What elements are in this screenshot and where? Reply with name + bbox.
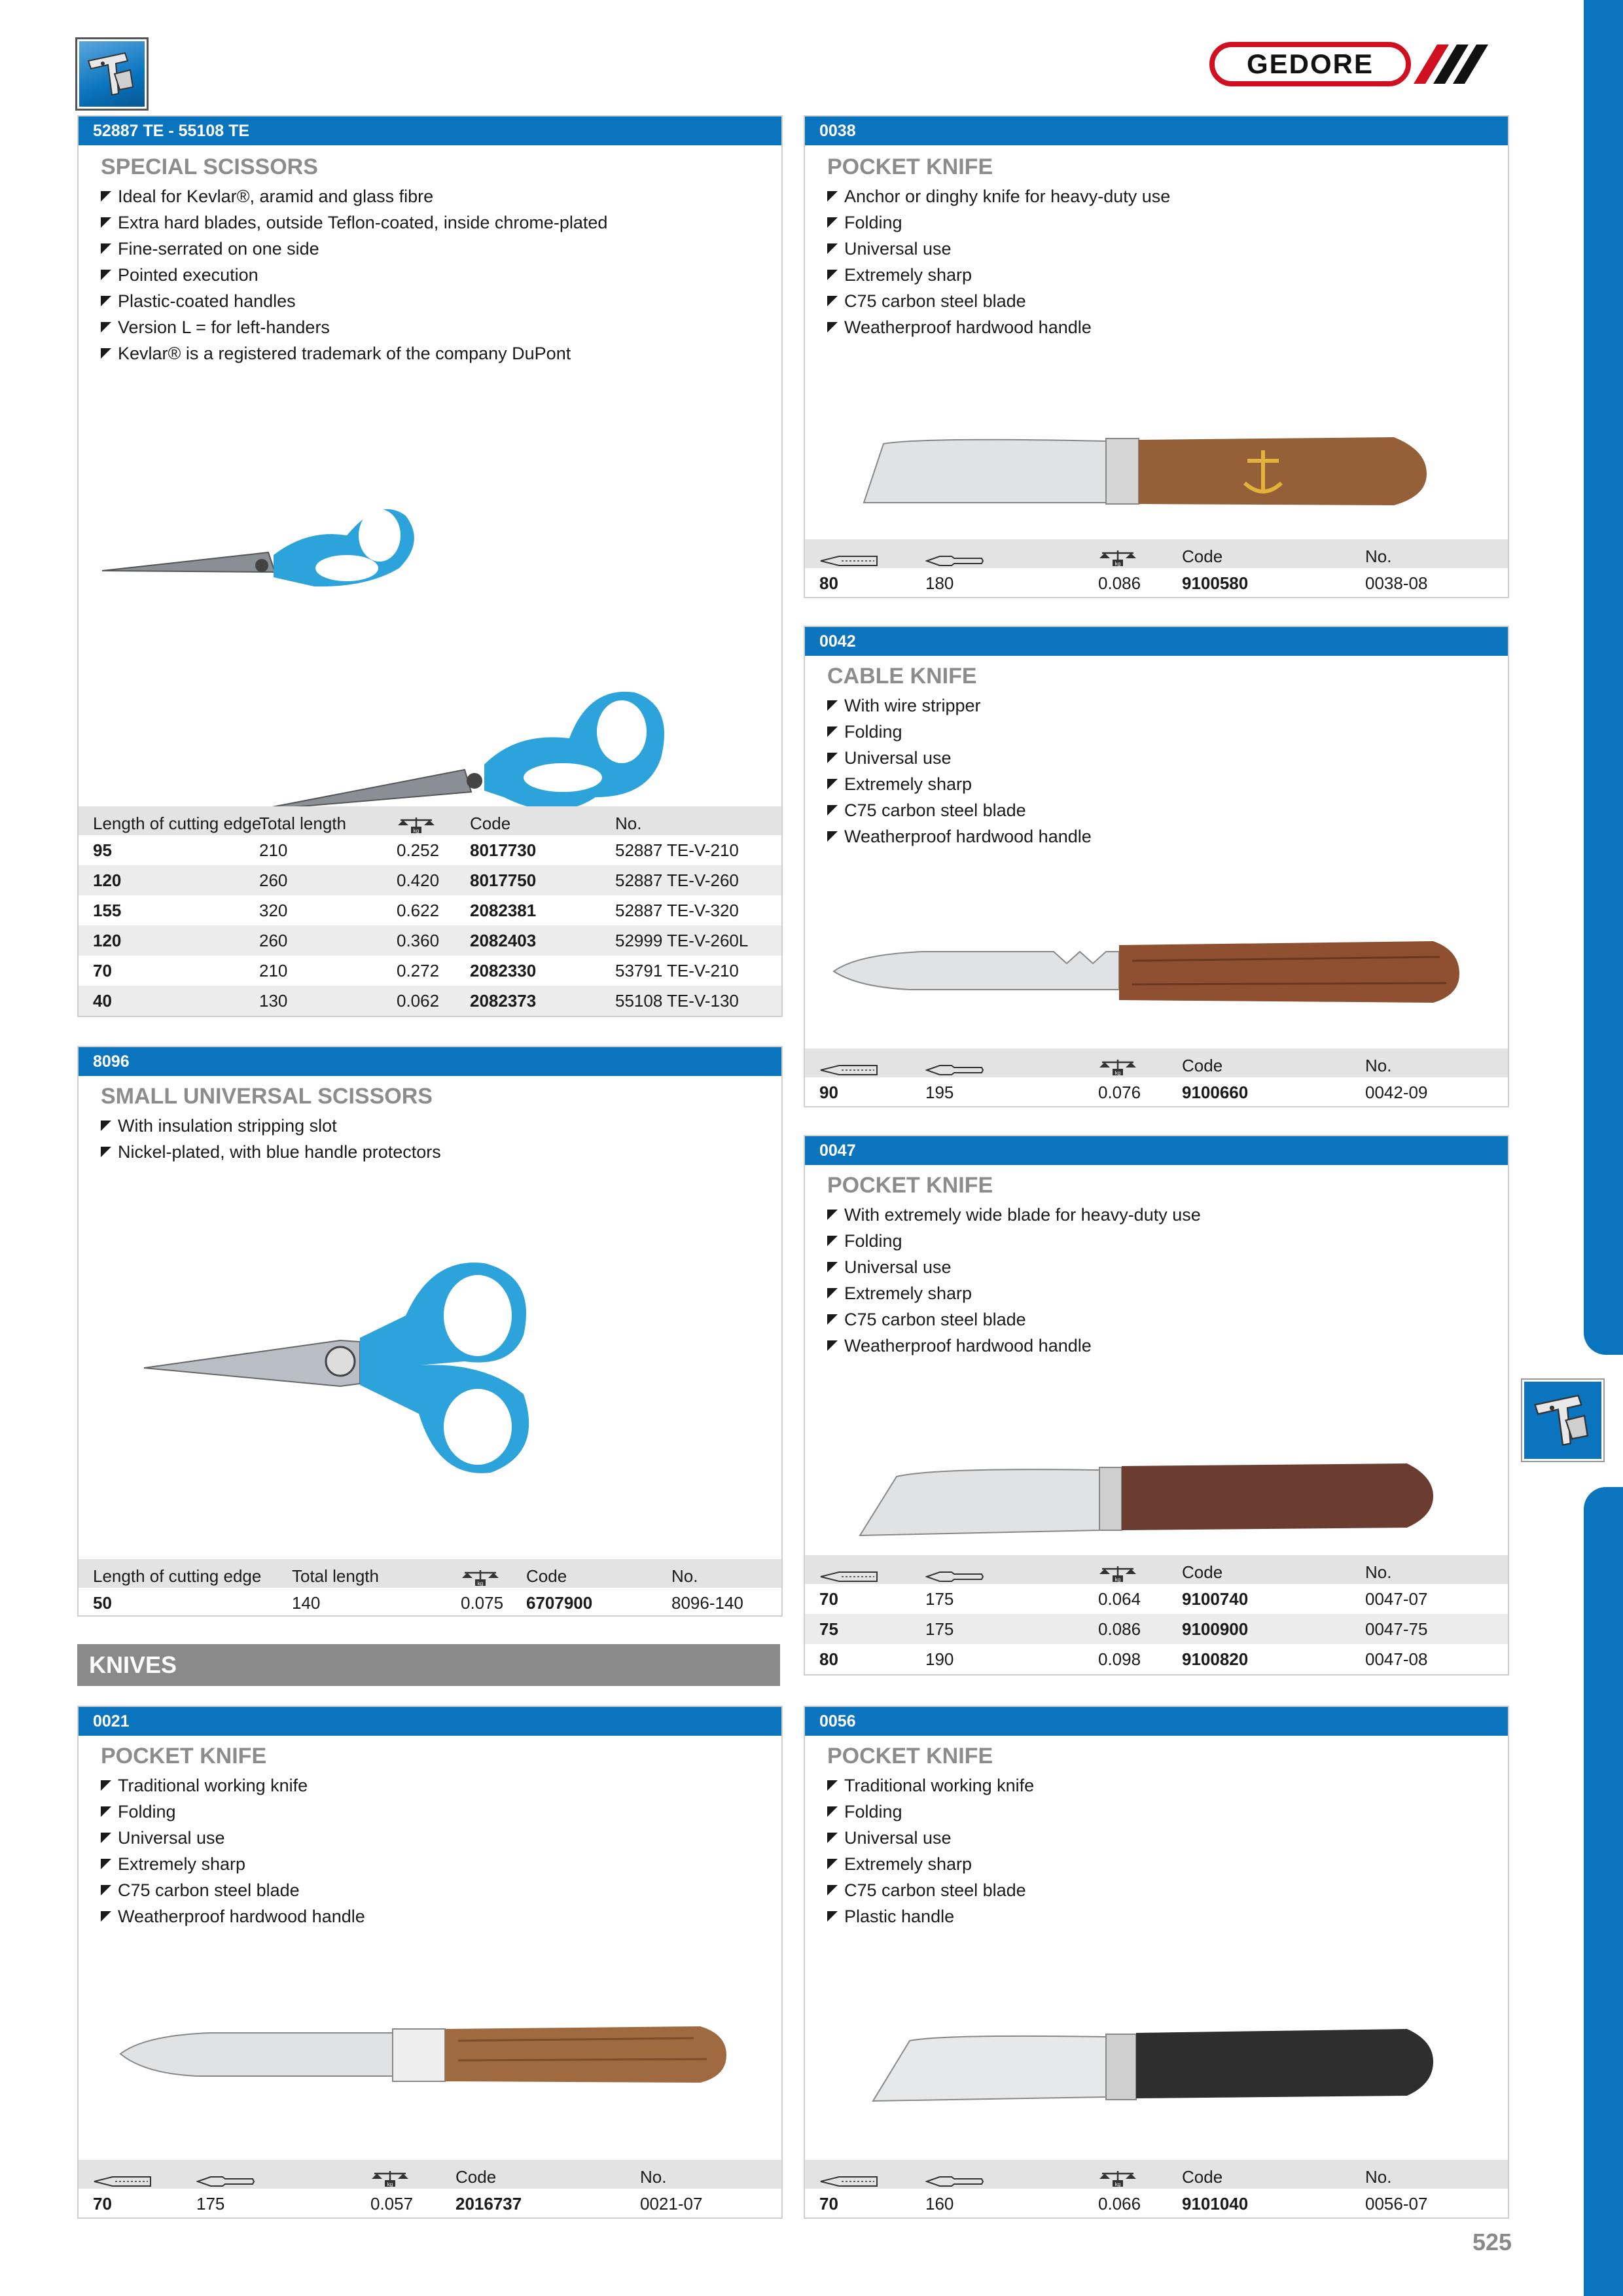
triangle-bullet-icon: Folding	[827, 1228, 1201, 1254]
spec-table	[79, 2160, 781, 2219]
cell: 95	[93, 840, 112, 860]
product-title: POCKET KNIFE	[101, 1744, 267, 1768]
feature-list	[827, 692, 1092, 850]
triangle-bullet-icon: Version L = for left-handers	[101, 314, 607, 340]
spec-table	[79, 806, 781, 1016]
cell: 40	[93, 991, 112, 1011]
triangle-bullet-icon: Pointed execution	[101, 262, 607, 288]
knife-image	[118, 1995, 746, 2113]
triangle-bullet-icon: Folding	[101, 1799, 365, 1825]
spec-table	[805, 539, 1508, 598]
product-number: 52887 TE - 55108 TE	[79, 117, 781, 145]
cell: 0.086	[1098, 573, 1141, 593]
triangle-bullet-icon: Universal use	[827, 1254, 1201, 1280]
cell: 6707900	[526, 1593, 593, 1613]
table-row	[79, 956, 781, 986]
cell: 155	[93, 901, 122, 920]
cell: 260	[259, 931, 288, 950]
cell: 0.420	[397, 870, 440, 890]
triangle-bullet-icon: C75 carbon steel blade	[827, 1306, 1201, 1333]
page-number: 525	[1472, 2229, 1512, 2255]
triangle-bullet-icon: C75 carbon steel blade	[827, 1877, 1034, 1903]
cell: 0.252	[397, 840, 440, 860]
triangle-bullet-icon: Extremely sharp	[827, 1280, 1201, 1306]
table-row	[79, 925, 781, 956]
knife-image	[857, 1418, 1446, 1549]
feature-list	[101, 183, 607, 367]
triangle-bullet-icon: Plastic handle	[827, 1903, 1034, 1929]
chapter-tab[interactable]	[1522, 1380, 1603, 1461]
cell: 50	[93, 1593, 112, 1613]
product-title: POCKET KNIFE	[827, 154, 993, 179]
cell: 90	[819, 1083, 838, 1102]
product-title: POCKET KNIFE	[827, 1744, 993, 1768]
cell: 0.360	[397, 931, 440, 950]
table-row	[805, 1614, 1508, 1644]
cell: 210	[259, 961, 288, 980]
cell: 0.086	[1098, 1619, 1141, 1639]
triangle-bullet-icon: With insulation stripping slot	[101, 1113, 441, 1139]
cell: 130	[259, 991, 288, 1011]
product-number: 0056	[805, 1707, 1508, 1736]
triangle-bullet-icon: Fine-serrated on one side	[101, 236, 607, 262]
column-header: Code	[526, 1566, 567, 1586]
caliper-icon	[1524, 1382, 1601, 1459]
triangle-bullet-icon: C75 carbon steel blade	[827, 797, 1092, 823]
cell: 9100740	[1182, 1589, 1249, 1609]
triangle-bullet-icon: Extremely sharp	[101, 1851, 365, 1877]
cell: 52887 TE-V-320	[615, 901, 739, 920]
cell: 0047-75	[1365, 1619, 1428, 1639]
product-number: 0047	[805, 1136, 1508, 1165]
column-header: Code	[1182, 547, 1223, 566]
column-header: Total length	[292, 1566, 379, 1586]
right-edge-bar	[1584, 0, 1623, 1355]
triangle-bullet-icon: C75 carbon steel blade	[101, 1877, 365, 1903]
cell: 70	[93, 2194, 112, 2214]
table-row	[805, 1644, 1508, 1674]
brand-name: GEDORE	[1246, 48, 1374, 79]
table-header-row	[79, 806, 781, 835]
triangle-bullet-icon: Traditional working knife	[827, 1772, 1034, 1799]
chapter-logo	[77, 39, 147, 109]
triangle-bullet-icon: Universal use	[827, 236, 1170, 262]
triangle-bullet-icon: C75 carbon steel blade	[827, 288, 1170, 314]
cell: 195	[925, 1083, 954, 1102]
triangle-bullet-icon: Nickel-plated, with blue handle protectors	[101, 1139, 441, 1165]
table-header-row	[805, 1555, 1508, 1584]
cell: 260	[259, 870, 288, 890]
triangle-bullet-icon: Anchor or dinghy knife for heavy-duty use	[827, 183, 1170, 209]
table-row	[79, 2189, 781, 2219]
knife-image	[857, 411, 1446, 529]
product-title: CABLE KNIFE	[827, 664, 977, 689]
triangle-bullet-icon: Kevlar® is a registered trademark of the company DuPont	[101, 340, 607, 367]
cell: 75	[819, 1619, 838, 1639]
triangle-bullet-icon: Traditional working knife	[101, 1772, 365, 1799]
column-header: No.	[1365, 547, 1392, 566]
column-header: Length of cutting edge	[93, 814, 262, 833]
table-header-row	[805, 1049, 1508, 1077]
column-header: Code	[455, 2167, 497, 2187]
cell: 70	[819, 2194, 838, 2214]
cell: 0.076	[1098, 1083, 1141, 1102]
caliper-icon	[79, 41, 145, 107]
triangle-bullet-icon: Folding	[827, 1799, 1034, 1825]
knife-image	[870, 1988, 1446, 2119]
feature-list	[827, 1772, 1034, 1929]
product-title: SMALL UNIVERSAL SCISSORS	[101, 1084, 433, 1109]
product-knife-0038	[804, 115, 1509, 598]
triangle-bullet-icon: Folding	[827, 719, 1092, 745]
triangle-bullet-icon: Weatherproof hardwood handle	[101, 1903, 365, 1929]
table-header-row	[79, 1559, 781, 1588]
column-header: Code	[470, 814, 511, 833]
product-knife-0042	[804, 626, 1509, 1107]
table-row	[805, 1077, 1508, 1107]
cell: 80	[819, 1649, 838, 1669]
spec-table	[805, 1049, 1508, 1107]
cell: 52999 TE-V-260L	[615, 931, 749, 950]
product-number: 0038	[805, 117, 1508, 145]
triangle-bullet-icon: Extra hard blades, outside Teflon-coated, inside chrome-plated	[101, 209, 607, 236]
triangle-bullet-icon: Universal use	[101, 1825, 365, 1851]
feature-list	[827, 183, 1170, 340]
column-header: Length of cutting edge	[93, 1566, 262, 1586]
triangle-bullet-icon: Weatherproof hardwood handle	[827, 1333, 1201, 1359]
scissors-image	[98, 457, 753, 863]
triangle-bullet-icon: Plastic-coated handles	[101, 288, 607, 314]
cell: 2082381	[470, 901, 537, 920]
spec-table	[805, 1555, 1508, 1674]
column-header: Code	[1182, 1056, 1223, 1075]
column-header: No.	[615, 814, 642, 833]
cell: 0.066	[1098, 2194, 1141, 2214]
product-small-scissors	[77, 1046, 783, 1617]
cell: 8017730	[470, 840, 537, 860]
cell: 2082403	[470, 931, 537, 950]
scissors-image	[144, 1244, 681, 1492]
table-row	[805, 1584, 1508, 1614]
feature-list	[101, 1772, 365, 1929]
product-knife-0021	[77, 1706, 783, 2219]
product-knife-0047	[804, 1135, 1509, 1676]
cell: 70	[93, 961, 112, 980]
column-header: Code	[1182, 1562, 1223, 1582]
cell: 175	[925, 1619, 954, 1639]
cell: 9100900	[1182, 1619, 1249, 1639]
cell: 160	[925, 2194, 954, 2214]
feature-list	[101, 1113, 441, 1165]
triangle-bullet-icon: Extremely sharp	[827, 771, 1092, 797]
column-header: No.	[1365, 2167, 1392, 2187]
triangle-bullet-icon: Weatherproof hardwood handle	[827, 314, 1170, 340]
cell: 55108 TE-V-130	[615, 991, 739, 1011]
cell: 9100580	[1182, 573, 1249, 593]
table-header-row	[805, 2160, 1508, 2189]
cell: 8017750	[470, 870, 537, 890]
cell: 80	[819, 573, 838, 593]
table-header-row	[79, 2160, 781, 2189]
cell: 52887 TE-V-210	[615, 840, 739, 860]
cell: 0.272	[397, 961, 440, 980]
cell: 0.622	[397, 901, 440, 920]
product-number: 0021	[79, 1707, 781, 1736]
cell: 120	[93, 870, 122, 890]
cell: 8096-140	[671, 1593, 743, 1613]
table-row	[79, 986, 781, 1016]
cell: 0021-07	[640, 2194, 703, 2214]
product-title: SPECIAL SCISSORS	[101, 154, 318, 179]
cell: 70	[819, 1589, 838, 1609]
cell: 9101040	[1182, 2194, 1249, 2214]
cell: 320	[259, 901, 288, 920]
triangle-bullet-icon: Ideal for Kevlar®, aramid and glass fibre	[101, 183, 607, 209]
product-knife-0056	[804, 1706, 1509, 2219]
cell: 175	[925, 1589, 954, 1609]
table-row	[79, 1588, 781, 1618]
triangle-bullet-icon: Universal use	[827, 1825, 1034, 1851]
cell: 120	[93, 931, 122, 950]
table-row	[805, 2189, 1508, 2219]
cell: 0.064	[1098, 1589, 1141, 1609]
cell: 53791 TE-V-210	[615, 961, 739, 980]
column-header: No.	[671, 1566, 698, 1586]
cell: 0.062	[397, 991, 440, 1011]
right-edge-bar	[1584, 1487, 1623, 2296]
triangle-bullet-icon: With extremely wide blade for heavy-duty use	[827, 1202, 1201, 1228]
column-header: Total length	[259, 814, 346, 833]
triangle-bullet-icon: Extremely sharp	[827, 1851, 1034, 1877]
triangle-bullet-icon: Folding	[827, 209, 1170, 236]
cell: 0056-07	[1365, 2194, 1428, 2214]
table-row	[79, 865, 781, 895]
column-header: No.	[640, 2167, 667, 2187]
brand-logo	[1209, 41, 1497, 88]
cell: 190	[925, 1649, 954, 1669]
spec-table	[805, 2160, 1508, 2219]
triangle-bullet-icon: Weatherproof hardwood handle	[827, 823, 1092, 850]
table-row	[79, 835, 781, 865]
table-row	[79, 895, 781, 925]
triangle-bullet-icon: With wire stripper	[827, 692, 1092, 719]
feature-list	[827, 1202, 1201, 1359]
table-header-row	[805, 539, 1508, 568]
cell: 0042-09	[1365, 1083, 1428, 1102]
column-header: No.	[1365, 1562, 1392, 1582]
cell: 2082373	[470, 991, 537, 1011]
cell: 0.098	[1098, 1649, 1141, 1669]
cell: 0.057	[370, 2194, 414, 2214]
cell: 0038-08	[1365, 573, 1428, 593]
column-header: No.	[1365, 1056, 1392, 1075]
triangle-bullet-icon: Extremely sharp	[827, 262, 1170, 288]
cell: 180	[925, 573, 954, 593]
triangle-bullet-icon: Universal use	[827, 745, 1092, 771]
table-row	[805, 568, 1508, 598]
product-number: 8096	[79, 1047, 781, 1076]
knife-image	[831, 908, 1472, 1026]
product-number: 0042	[805, 627, 1508, 656]
cell: 175	[196, 2194, 225, 2214]
section-heading: KNIVES	[77, 1644, 780, 1686]
spec-table	[79, 1559, 781, 1618]
cell: 140	[292, 1593, 321, 1613]
product-special-scissors	[77, 115, 783, 1017]
product-title: POCKET KNIFE	[827, 1173, 993, 1198]
cell: 2082330	[470, 961, 537, 980]
cell: 0047-08	[1365, 1649, 1428, 1669]
cell: 52887 TE-V-260	[615, 870, 739, 890]
cell: 9100820	[1182, 1649, 1249, 1669]
cell: 2016737	[455, 2194, 522, 2214]
cell: 9100660	[1182, 1083, 1249, 1102]
cell: 0047-07	[1365, 1589, 1428, 1609]
column-header: Code	[1182, 2167, 1223, 2187]
cell: 0.075	[461, 1593, 504, 1613]
cell: 210	[259, 840, 288, 860]
